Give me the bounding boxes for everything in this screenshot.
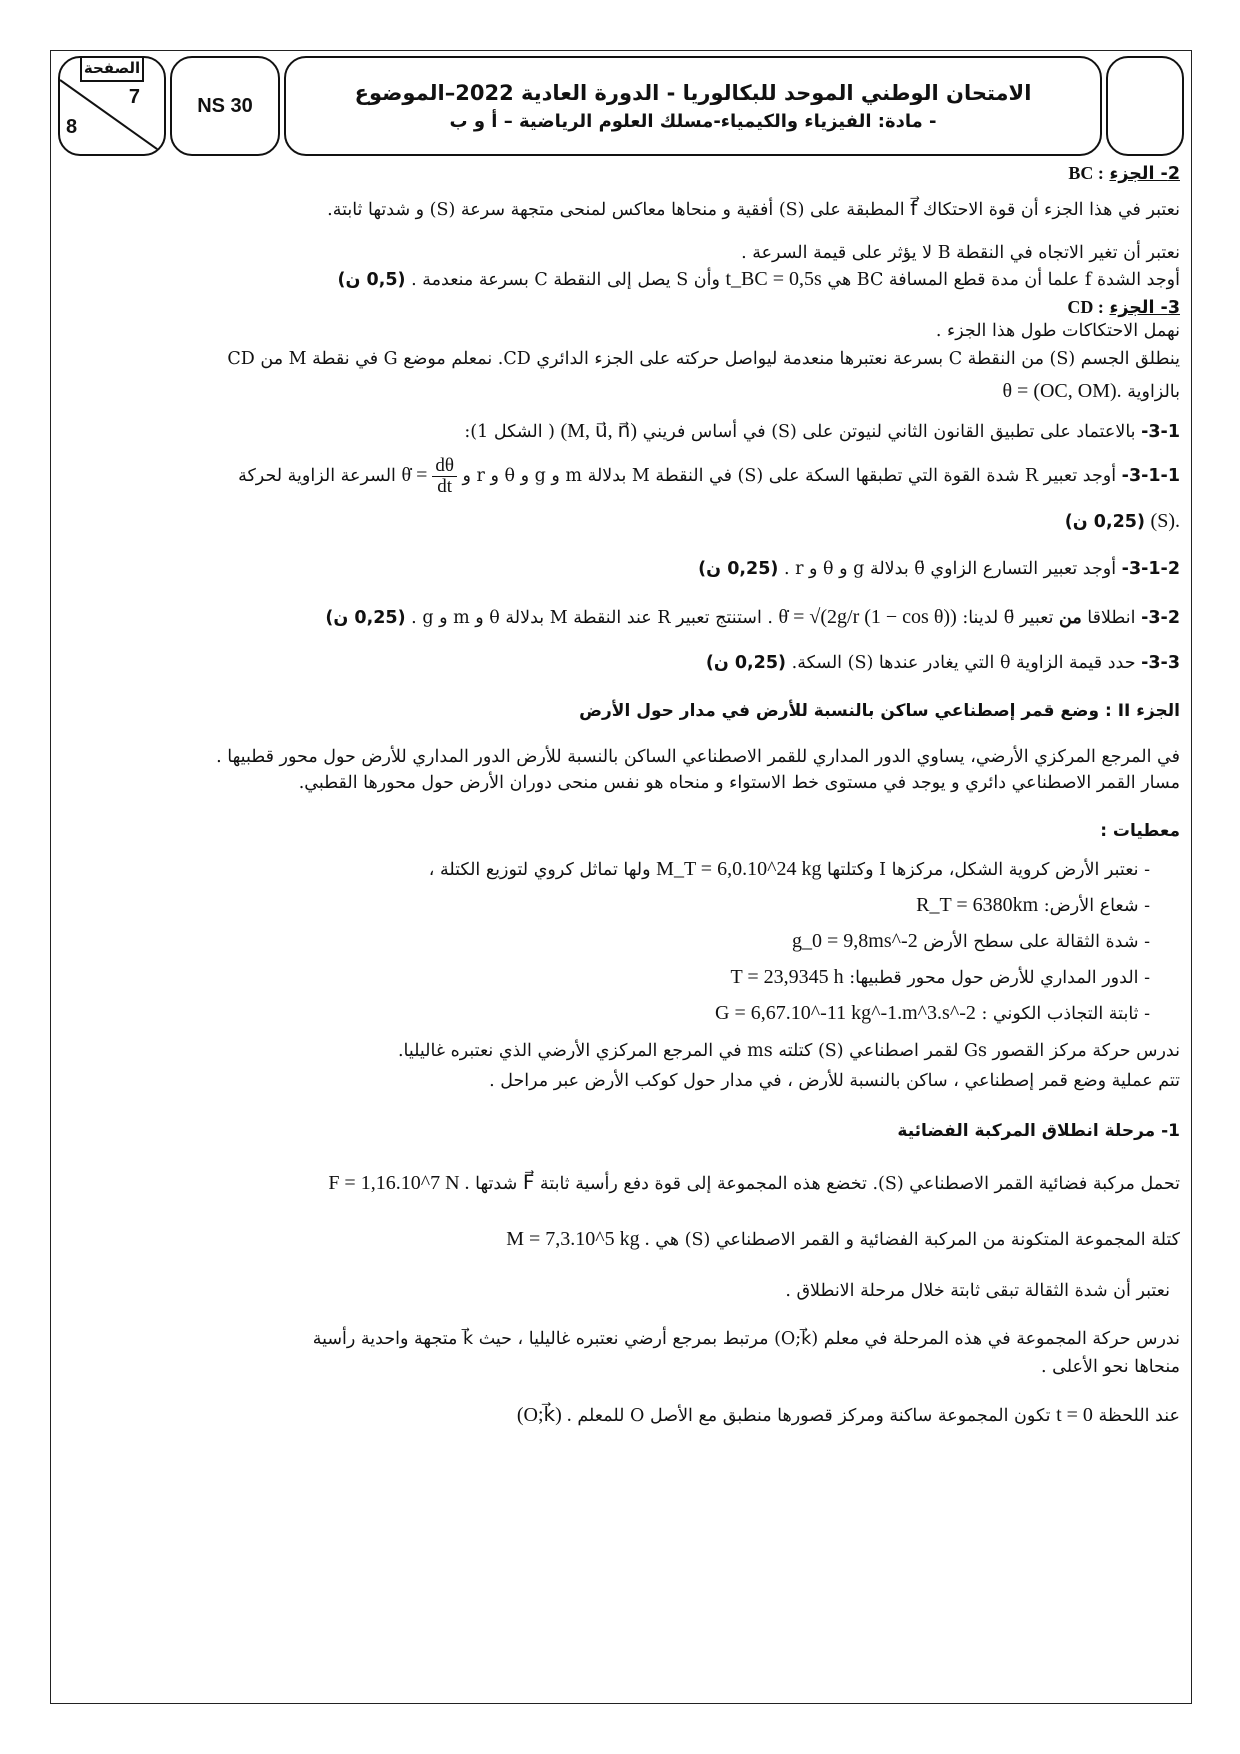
given-gravitational-constant: - ثابتة التجاذب الكوني : G = 6,67.10^-11 kg^-1.m^3.s^-2: [715, 1002, 1150, 1024]
stage-1-p4: ندرس حركة المجموعة في هذه المرحلة في معلم (O;k⃗) مرتبط بمرجع أرضي نعتبره غاليليا ، حيث k⃗ متجهة واحدية رأسية: [312, 1329, 1180, 1349]
given-earth-mass: - نعتبر الأرض كروية الشكل، مركزها I وكتلتها M_T = 6,0.10^24 kg ولها تماثل كروي لتوزيع الكتلة ،: [428, 858, 1150, 880]
fraction: $\frac{d\theta}{dt}$: [432, 456, 457, 497]
points: (0,25 ن): [698, 559, 779, 579]
exam-title: الامتحان الوطني الموحد للبكالوريا - الدورة العادية 2022–الموضوع: [354, 80, 1032, 105]
question-3-1-1: 3-1-1- أوجد تعبير R شدة القوة التي تطبقها السكة على (S) في النقطة M بدلالة m و g و θ و r و θ̇ = $\frac{d\theta}{dt}$ السرعة الزاوية لحركة: [238, 455, 1180, 497]
question-3-3: 3-3- حدد قيمة الزاوية θ التي يغادر عندها (S) السكة. (0,25 ن): [705, 653, 1180, 673]
page-caption: الصفحة: [80, 58, 144, 82]
stage-1-p6: عند اللحظة t = 0 تكون المجموعة ساكنة ومركز قصورها منطبق مع الأصل O للمعلم (O;k⃗) .: [516, 1404, 1180, 1426]
question-3-2: 3-2- انطلاقا من تعبير θ̈ لدينا: θ̇ = √(2g/r (1 − cos θ)) . استنتج تعبير R عند النقطة M بدلالة θ و m و g . (0,25 ن): [325, 606, 1180, 628]
question-3-1: 3-1- بالاعتماد على تطبيق القانون الثاني لنيوتن على (S) في أساس فريني (M, u⃗, n⃗) ( الشكل 1):: [464, 420, 1180, 442]
part-cd-heading: 3- الجزء CD :: [1067, 297, 1180, 318]
stage-1-p3: نعتبر أن شدة الثقالة تبقى ثابتة خلال مرحلة الانطلاق .: [785, 1281, 1170, 1301]
points: (0,25 ن): [705, 653, 787, 673]
part-cd-l1: نهمل الاحتكاكات طول هذا الجزء .: [935, 321, 1180, 341]
part-ii-p2: مسار القمر الاصطناعي دائري و يوجد في مستوى خط الاستواء و منحاه هو نفس منحى دوران الأرض حول محورها القطبي.: [298, 773, 1180, 793]
part-ii-p1: في المرجع المركزي الأرضي، يساوي الدور المداري للقمر الاصطناعي الساكن بالنسبة للأرض الدور المداري للأرض حول محور قطبيها .: [216, 747, 1180, 767]
exam-code: NS 30: [197, 94, 253, 117]
question-3-1-2: 3-1-2- أوجد تعبير التسارع الزاوي θ̈ بدلالة g و θ و r . (0,25 ن): [698, 559, 1180, 579]
exam-title-box: [284, 56, 1102, 156]
exam-subject: - مادة: الفيزياء والكيمياء-مسلك العلوم الرياضية – أ و ب: [449, 110, 937, 132]
part-bc-p3: أوجد الشدة f علما أن مدة قطع المسافة BC هي t_BC = 0,5s وأن S يصل إلى النقطة C بسرعة منعدمة . (0,5 ن): [337, 268, 1180, 290]
part-ii-p4: تتم عملية وضع قمر إصطناعي ، ساكن بالنسبة للأرض ، في مدار حول كوكب الأرض عبر مراحل .: [489, 1071, 1180, 1091]
points: (0,25 ن): [325, 608, 406, 628]
part-ii-heading: الجزء II : وضع قمر إصطناعي ساكن بالنسبة للأرض في مدار حول الأرض: [579, 701, 1180, 721]
exam-code-box: [170, 56, 280, 156]
page-number-box: [58, 56, 166, 156]
stage-1-p5: منحاها نحو الأعلى .: [1041, 1357, 1180, 1377]
page-total: 8: [66, 116, 78, 138]
question-3-1-1-line2: (S). (0,25 ن): [1064, 510, 1180, 532]
points: (0,5 ن): [337, 270, 406, 290]
part-bc-p2: نعتبر أن تغير الاتجاه في النقطة B لا يؤثر على قيمة السرعة .: [741, 243, 1180, 263]
stage-1-p2: كتلة المجموعة المتكونة من المركبة الفضائية و القمر الاصطناعي (S) هي M = 7,3.10^5 kg .: [506, 1228, 1180, 1250]
stage-1-heading: 1- مرحلة انطلاق المركبة الفضائية: [897, 1121, 1180, 1141]
page-current: 7: [128, 86, 140, 108]
part-ii-p3: ندرس حركة مركز القصور Gs لقمر اصطناعي (S) كتلته ms في المرجع المركزي الأرضي الذي نعتبره غاليليا.: [397, 1041, 1180, 1061]
part-bc-p1: نعتبر في هذا الجزء أن قوة الاحتكاك f⃗ المطبقة على (S) أفقية و منحاها معاكس لمنحى متجهة سرعة (S) و شدتها ثابتة.: [327, 198, 1180, 220]
blank-box: [1106, 56, 1184, 156]
stage-1-p1: تحمل مركبة فضائية القمر الاصطناعي (S). تخضع هذه المجموعة إلى قوة دفع رأسية ثابتة F⃗ شدتها F = 1,16.10^7 N .: [328, 1172, 1180, 1194]
part-bc-heading: 2- الجزء BC :: [1068, 163, 1180, 184]
given-earth-radius: - شعاع الأرض: R_T = 6380km: [916, 894, 1150, 916]
part-cd-l3: بالزاوية θ = (OC, OM).: [1002, 380, 1180, 402]
givens-title: معطيات :: [1100, 821, 1180, 841]
points: (0,25 ن): [1064, 512, 1145, 532]
given-period: - الدور المداري للأرض حول محور قطبيها: T = 23,9345 h: [730, 966, 1150, 988]
part-cd-l2: ينطلق الجسم (S) من النقطة C بسرعة نعتبرها منعدمة ليواصل حركته على الجزء الدائري CD. نمعلم موضع G في نقطة M من CD: [227, 349, 1180, 369]
given-gravity: - شدة الثقالة على سطح الأرض g_0 = 9,8ms^-2: [792, 930, 1150, 952]
